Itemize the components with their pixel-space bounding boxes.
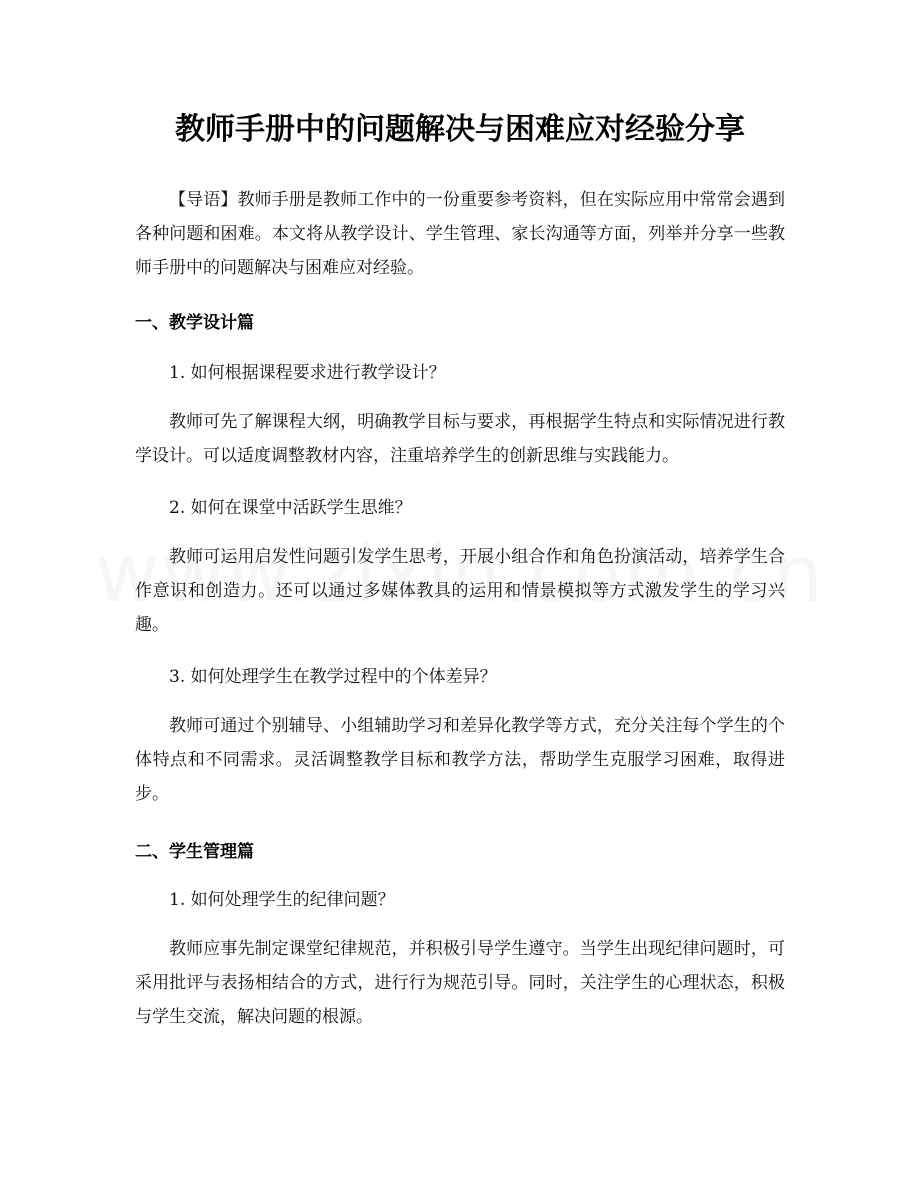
answer-1-3: 教师可通过个别辅导、小组辅助学习和差异化教学等方式，充分关注每个学生的个体特点和不同需求。灵活调整教学目标和教学方法，帮助学生克服学习困难，取得进步。 (135, 716, 785, 804)
question-1-1: 1. 如何根据课程要求进行教学设计？ (169, 363, 446, 383)
answer-1-2: 教师可运用启发性问题引发学生思考，开展小组合作和角色扮演活动，培养学生合作意识和创造力。还可以通过多媒体教具的运用和情景模拟等方式激发学生的学习兴趣。 (135, 547, 785, 635)
document-title: 教师手册中的问题解决与困难应对经验分享 (175, 112, 745, 147)
question-2-1: 1. 如何处理学生的纪律问题？ (169, 890, 395, 910)
question-1-3: 3. 如何处理学生在教学过程中的个体差异？ (169, 667, 497, 687)
answer-1-1: 教师可先了解课程大纲，明确教学目标与要求，再根据学生特点和实际情况进行教学设计。可以适度调整教材内容，注重培养学生的创新思维与实践能力。 (135, 412, 785, 466)
intro-paragraph: 【导语】教师手册是教师工作中的一份重要参考资料，但在实际应用中常常会遇到各种问题和困难。本文将从教学设计、学生管理、家长沟通等方面，列举并分享一些教师手册中的问题解决与困难应对经验。 (135, 190, 785, 278)
section-heading-student-management: 二、学生管理篇 (135, 842, 254, 862)
section-heading-teaching-design: 一、教学设计篇 (135, 313, 254, 333)
answer-2-1: 教师应事先制定课堂纪律规范，并积极引导学生遵守。当学生出现纪律问题时，可采用批评与表扬相结合的方式，进行行为规范引导。同时，关注学生的心理状态，积极与学生交流，解决问题的根源。 (135, 939, 785, 1027)
question-1-2: 2. 如何在课堂中活跃学生思维？ (169, 498, 412, 518)
